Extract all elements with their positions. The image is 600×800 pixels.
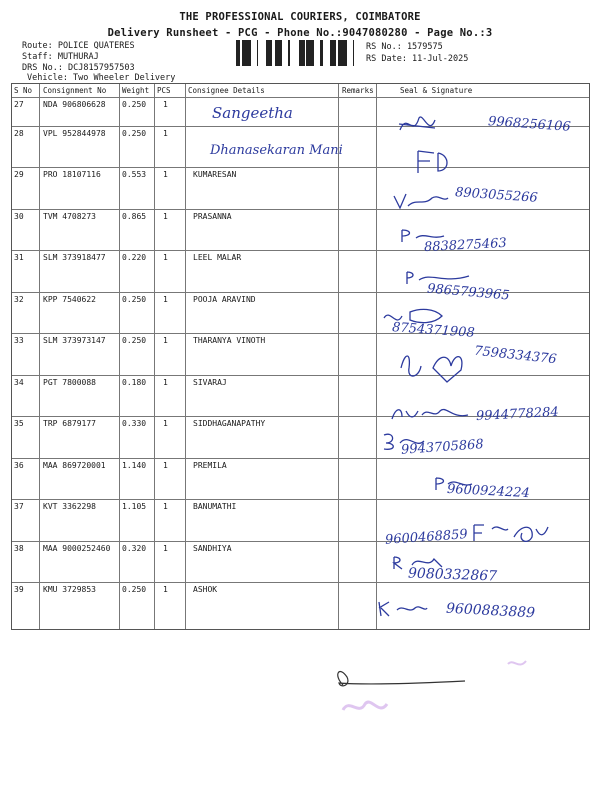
handwritten-phone-number: 9865793965 — [426, 281, 511, 304]
col-header-signature: Seal & Signature — [400, 86, 473, 95]
row-consignee: PRASANNA — [193, 211, 232, 221]
row-sno: 27 — [14, 100, 24, 109]
row-pcs: 1 — [163, 211, 168, 221]
col-header-consignment: Consignment No — [43, 86, 107, 95]
row-sno: 29 — [14, 170, 24, 179]
row-weight: 1.105 — [122, 502, 147, 511]
row-pcs: 1 — [163, 170, 168, 179]
runsheet-table — [11, 83, 590, 630]
row-pcs: 1 — [163, 128, 168, 138]
row-consignee: POOJA ARAVIND — [193, 294, 256, 304]
row-pcs: 1 — [163, 253, 168, 262]
row-consignment-no: TVM 4708273 — [43, 211, 96, 221]
col-header-consignee: Consignee Details — [188, 86, 265, 95]
row-sno: 34 — [14, 377, 24, 387]
row-consignment-no: KVT 3362298 — [43, 502, 96, 511]
row-consignment-no: SLM 373918477 — [43, 253, 106, 262]
handwritten-phone-number: 9080332867 — [407, 565, 498, 585]
handwritten-phone-number: 9600924224 — [446, 481, 531, 502]
row-sno: 39 — [14, 585, 24, 594]
row-sno: 30 — [14, 211, 24, 221]
row-sno: 32 — [14, 294, 24, 304]
row-sno: 31 — [14, 253, 24, 262]
row-weight: 0.320 — [122, 543, 147, 553]
row-consignment-no: PGT 7800088 — [43, 377, 96, 387]
company-title: THE PROFESSIONAL COURIERS, COIMBATORE — [179, 11, 421, 23]
col-header-pcs: PCS — [157, 86, 171, 95]
row-consignment-no: TRP 6879177 — [43, 419, 96, 428]
row-consignment-no: KPP 7540622 — [43, 294, 96, 304]
row-sno: 38 — [14, 543, 24, 553]
row-consignment-no: NDA 906806628 — [43, 100, 106, 109]
faint-stamp-mark — [335, 690, 395, 725]
handwritten-phone-number: 8838275463 — [423, 235, 508, 256]
row-sno: 37 — [14, 502, 24, 511]
row-weight: 0.220 — [122, 253, 147, 262]
route-label: Route: POLICE QUATERES — [22, 41, 135, 51]
bottom-signature-scribble — [325, 655, 475, 705]
row-consignee: KUMARESAN — [193, 170, 237, 179]
row-sno: 35 — [14, 419, 24, 428]
vehicle-label: Vehicle: Two Wheeler Delivery — [27, 73, 176, 83]
row-consignment-no: MAA 9000252460 — [43, 543, 111, 553]
drs-number: DRS No.: DCJ8157957503 — [22, 63, 135, 73]
row-consignment-no: SLM 373973147 — [43, 336, 106, 345]
rs-number: RS No.: 1579575 — [366, 42, 443, 52]
handwritten-phone-number: 9944778284 — [475, 404, 560, 425]
row-weight: 1.140 — [122, 460, 147, 470]
row-consignee: BANUMATHI — [193, 502, 237, 511]
row-pcs: 1 — [163, 460, 168, 470]
row-pcs: 1 — [163, 419, 168, 428]
barcode-image — [236, 40, 358, 66]
handwritten-phone-number: 9943705868 — [400, 437, 485, 458]
row-consignee: ASHOK — [193, 585, 218, 594]
row-consignee: SANDHIYA — [193, 543, 232, 553]
row-consignment-no: KMU 3729853 — [43, 585, 96, 594]
row-sno: 36 — [14, 460, 24, 470]
faint-mark-right — [505, 655, 530, 673]
col-header-remarks: Remarks — [342, 86, 374, 95]
row-consignment-no: VPL 952844978 — [43, 128, 106, 138]
row-weight: 0.250 — [122, 585, 147, 594]
handwritten-phone-number: 8903055266 — [454, 185, 539, 206]
row-weight: 0.250 — [122, 128, 147, 138]
row-consignee: SIDDHAGANAPATHY — [193, 419, 266, 428]
row-pcs: 1 — [163, 585, 168, 594]
row-weight: 0.250 — [122, 336, 147, 345]
row-weight: 0.250 — [122, 100, 147, 109]
handwritten-phone-number: 9600468859 — [384, 527, 469, 548]
handwritten-consignee-name: Sangeetha — [212, 104, 293, 122]
handwritten-consignee-name: Dhanasekaran Mani — [210, 143, 343, 158]
row-weight: 0.553 — [122, 170, 147, 179]
row-weight: 0.180 — [122, 377, 147, 387]
handwritten-phone-number: 7598334376 — [473, 343, 558, 368]
row-consignee: THARANYA VINOTH — [193, 336, 266, 345]
staff-label: Staff: MUTHURAJ — [22, 52, 99, 62]
handwritten-phone-number: 9968256106 — [487, 114, 572, 135]
runsheet-title: Delivery Runsheet - PCG - Phone No.:9047080280 - Page No.:3 — [107, 27, 493, 39]
row-consignee: SIVARAJ — [193, 377, 227, 387]
row-consignee: LEEL MALAR — [193, 253, 242, 262]
row-weight: 0.865 — [122, 211, 147, 221]
handwritten-phone-number: 9600883889 — [445, 600, 536, 622]
rs-date: RS Date: 11-Jul-2025 — [366, 54, 469, 64]
row-consignee: PREMILA — [193, 460, 227, 470]
row-consignment-no: MAA 869720001 — [43, 460, 106, 470]
row-consignment-no: PRO 18107116 — [43, 170, 101, 179]
row-pcs: 1 — [163, 100, 168, 109]
row-weight: 0.250 — [122, 294, 147, 304]
row-pcs: 1 — [163, 336, 168, 345]
col-header-sno: S No — [14, 86, 33, 95]
handwritten-phone-number: 8754371908 — [391, 320, 476, 341]
row-pcs: 1 — [163, 543, 168, 553]
row-pcs: 1 — [163, 502, 168, 511]
row-pcs: 1 — [163, 377, 168, 387]
row-pcs: 1 — [163, 294, 168, 304]
col-header-weight: Weight — [122, 86, 150, 95]
row-sno: 33 — [14, 336, 24, 345]
row-weight: 0.330 — [122, 419, 147, 428]
row-sno: 28 — [14, 128, 24, 138]
